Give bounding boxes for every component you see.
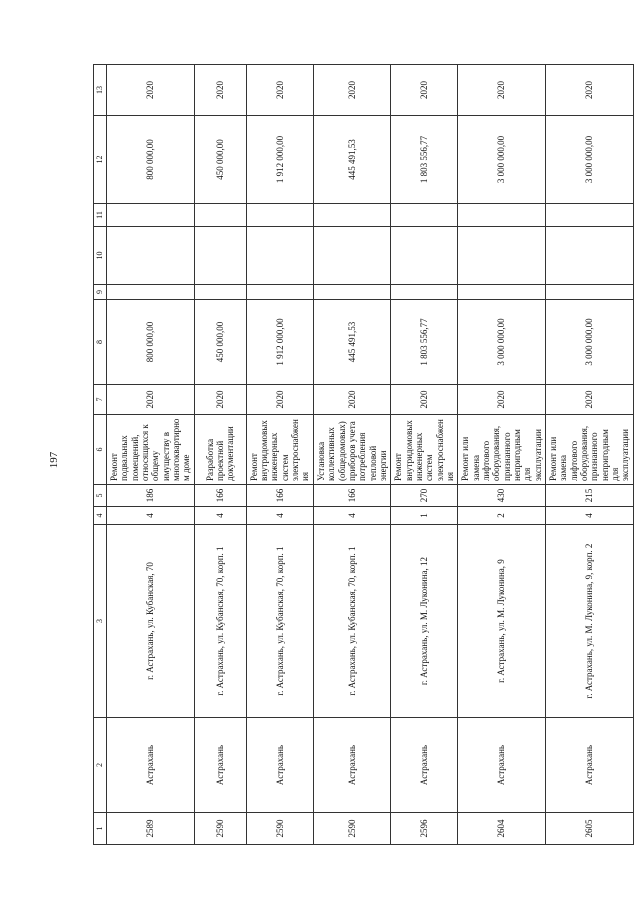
address: г. Астрахань, ул. Кубанская, 70 bbox=[107, 525, 195, 718]
col5-value: 270 bbox=[391, 485, 458, 507]
col4-value: 4 bbox=[313, 507, 390, 525]
col11-value bbox=[313, 204, 390, 227]
year: 2020 bbox=[391, 385, 458, 415]
completion-year: 2020 bbox=[391, 65, 458, 116]
table-row bbox=[458, 65, 546, 845]
table-row bbox=[313, 65, 390, 845]
col5-value: 166 bbox=[313, 485, 390, 507]
completion-year: 2020 bbox=[194, 65, 246, 116]
col5-value: 186 bbox=[107, 485, 195, 507]
page-number: 197 bbox=[48, 451, 60, 469]
col5-value: 430 bbox=[458, 485, 546, 507]
work-type: Ремонт внутридомовых инженерных систем электроснабжения bbox=[246, 415, 313, 485]
table-row bbox=[391, 65, 458, 845]
col9-value bbox=[458, 285, 546, 300]
total-cost: 3 000 000,00 bbox=[458, 116, 546, 204]
col11-value bbox=[391, 204, 458, 227]
col9-value bbox=[313, 285, 390, 300]
total-cost: 1 912 000,00 bbox=[246, 116, 313, 204]
row-id: 2604 bbox=[458, 813, 546, 845]
city: Астрахань bbox=[246, 718, 313, 813]
col9-value bbox=[546, 285, 634, 300]
table-row bbox=[107, 65, 195, 845]
row-id: 2590 bbox=[194, 813, 246, 845]
city: Астрахань bbox=[107, 718, 195, 813]
city: Астрахань bbox=[194, 718, 246, 813]
col4-value: 4 bbox=[107, 507, 195, 525]
col9-value bbox=[107, 285, 195, 300]
address: г. Астрахань, ул. М. Луконина, 12 bbox=[391, 525, 458, 718]
col11-value bbox=[194, 204, 246, 227]
year: 2020 bbox=[194, 385, 246, 415]
col11-value bbox=[546, 204, 634, 227]
col11-value bbox=[458, 204, 546, 227]
col11-value bbox=[107, 204, 195, 227]
year: 2020 bbox=[313, 385, 390, 415]
address: г. Астрахань, ул. Кубанская, 70, корп. 1 bbox=[246, 525, 313, 718]
total-cost: 1 803 556,77 bbox=[391, 116, 458, 204]
column-number-row bbox=[94, 65, 107, 845]
column-header: 9 bbox=[94, 285, 107, 300]
address: г. Астрахань, ул. М. Луконина, 9, корп. 2 bbox=[546, 525, 634, 718]
work-type: Ремонт внутридомовых инженерных систем электроснабжения bbox=[391, 415, 458, 485]
row-id: 2605 bbox=[546, 813, 634, 845]
work-type: Ремонт подвальных помещений, относящихся к общему имуществу в многоквартирном доме bbox=[107, 415, 195, 485]
col11-value bbox=[246, 204, 313, 227]
col9-value bbox=[246, 285, 313, 300]
rotated-table-viewport bbox=[93, 50, 631, 845]
cost: 445 491,53 bbox=[313, 300, 390, 385]
city: Астрахань bbox=[458, 718, 546, 813]
repair-program-table bbox=[93, 64, 634, 845]
cost: 3 000 000,00 bbox=[546, 300, 634, 385]
cost: 3 000 000,00 bbox=[458, 300, 546, 385]
col4-value: 4 bbox=[546, 507, 634, 525]
col4-value: 2 bbox=[458, 507, 546, 525]
row-id: 2590 bbox=[313, 813, 390, 845]
col10-value bbox=[194, 227, 246, 285]
col10-value bbox=[313, 227, 390, 285]
work-type: Установка коллективных (общедомовых) приборов учета потребления тепловой энергии bbox=[313, 415, 390, 485]
col9-value bbox=[194, 285, 246, 300]
column-header: 1 bbox=[94, 813, 107, 845]
column-header: 4 bbox=[94, 507, 107, 525]
work-type: Ремонт или замена лифтового оборудования, признанного непригодным для эксплуатации bbox=[546, 415, 634, 485]
completion-year: 2020 bbox=[246, 65, 313, 116]
city: Астрахань bbox=[391, 718, 458, 813]
work-type: Ремонт или замена лифтового оборудования, признанного непригодным для эксплуатации bbox=[458, 415, 546, 485]
col10-value bbox=[458, 227, 546, 285]
col10-value bbox=[546, 227, 634, 285]
column-header: 2 bbox=[94, 718, 107, 813]
col4-value: 4 bbox=[194, 507, 246, 525]
total-cost: 445 491,53 bbox=[313, 116, 390, 204]
total-cost: 450 000,00 bbox=[194, 116, 246, 204]
year: 2020 bbox=[546, 385, 634, 415]
completion-year: 2020 bbox=[546, 65, 634, 116]
work-type: Разработка проектной документации bbox=[194, 415, 246, 485]
year: 2020 bbox=[246, 385, 313, 415]
column-header: 13 bbox=[94, 65, 107, 116]
address: г. Астрахань, ул. Кубанская, 70, корп. 1 bbox=[313, 525, 390, 718]
table-row bbox=[194, 65, 246, 845]
address: г. Астрахань, ул. Кубанская, 70, корп. 1 bbox=[194, 525, 246, 718]
col4-value: 4 bbox=[246, 507, 313, 525]
col5-value: 166 bbox=[194, 485, 246, 507]
year: 2020 bbox=[107, 385, 195, 415]
column-header: 8 bbox=[94, 300, 107, 385]
cost: 1 803 556,77 bbox=[391, 300, 458, 385]
city: Астрахань bbox=[313, 718, 390, 813]
row-id: 2590 bbox=[246, 813, 313, 845]
city: Астрахань bbox=[546, 718, 634, 813]
col10-value bbox=[391, 227, 458, 285]
column-header: 10 bbox=[94, 227, 107, 285]
completion-year: 2020 bbox=[458, 65, 546, 116]
cost: 800 000,00 bbox=[107, 300, 195, 385]
column-header: 11 bbox=[94, 204, 107, 227]
column-header: 12 bbox=[94, 116, 107, 204]
col5-value: 166 bbox=[246, 485, 313, 507]
col9-value bbox=[391, 285, 458, 300]
year: 2020 bbox=[458, 385, 546, 415]
table-row bbox=[246, 65, 313, 845]
completion-year: 2020 bbox=[313, 65, 390, 116]
total-cost: 800 000,00 bbox=[107, 116, 195, 204]
col5-value: 215 bbox=[546, 485, 634, 507]
col10-value bbox=[246, 227, 313, 285]
cost: 1 912 000,00 bbox=[246, 300, 313, 385]
cost: 450 000,00 bbox=[194, 300, 246, 385]
column-header: 7 bbox=[94, 385, 107, 415]
address: г. Астрахань, ул. М. Луконина, 9 bbox=[458, 525, 546, 718]
col10-value bbox=[107, 227, 195, 285]
column-header: 6 bbox=[94, 415, 107, 485]
completion-year: 2020 bbox=[107, 65, 195, 116]
table-row bbox=[546, 65, 634, 845]
column-header: 3 bbox=[94, 525, 107, 718]
row-id: 2589 bbox=[107, 813, 195, 845]
column-header: 5 bbox=[94, 485, 107, 507]
row-id: 2596 bbox=[391, 813, 458, 845]
total-cost: 3 000 000,00 bbox=[546, 116, 634, 204]
col4-value: 1 bbox=[391, 507, 458, 525]
